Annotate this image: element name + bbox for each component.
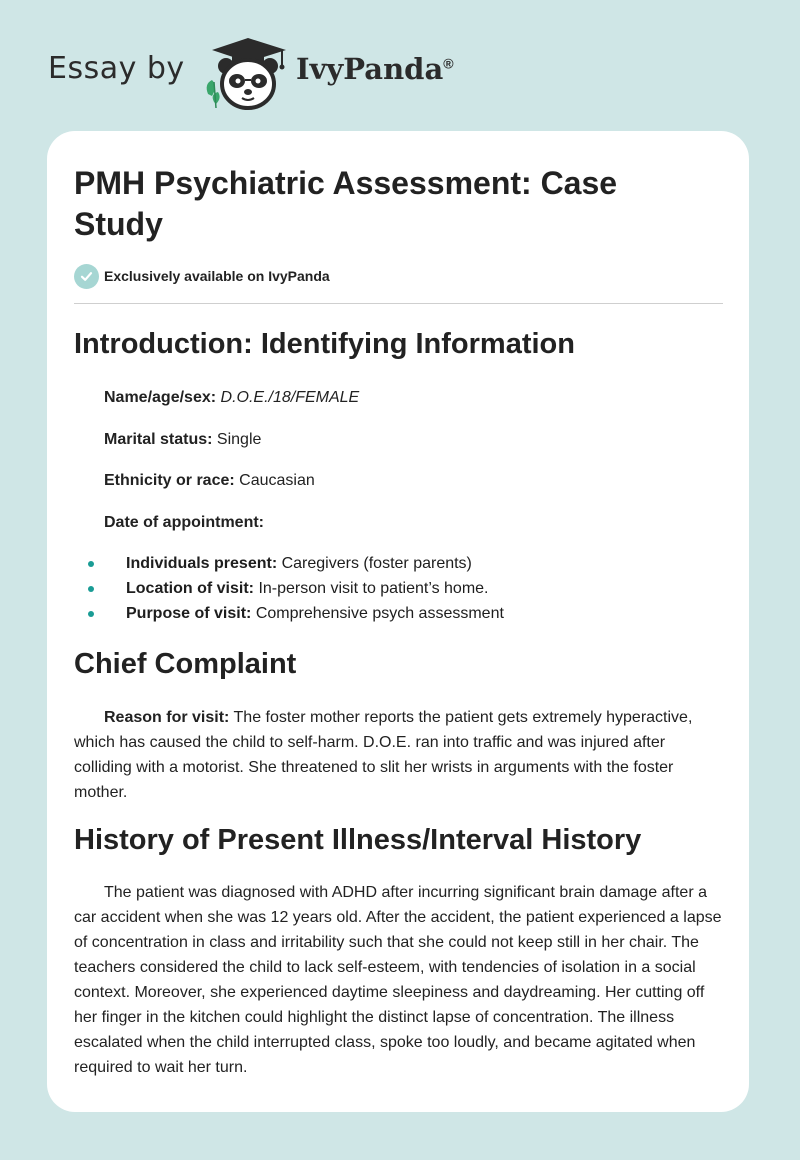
section-heading-history: History of Present Illness/Interval History bbox=[74, 824, 642, 856]
field-label: Marital status: bbox=[104, 431, 213, 448]
field-label: Name/age/sex: bbox=[104, 389, 217, 406]
bullet-icon bbox=[88, 561, 94, 567]
ivypanda-logo-icon[interactable] bbox=[202, 36, 294, 110]
item-label: Location of visit: bbox=[126, 580, 254, 597]
list-item bbox=[74, 601, 504, 626]
section-heading-intro: Introduction: Identifying Information bbox=[74, 328, 575, 360]
brand-name[interactable] bbox=[296, 52, 454, 86]
field-label: Ethnicity or race: bbox=[104, 472, 235, 489]
field-value: D.O.E./18/FEMALE bbox=[220, 389, 360, 406]
field-value: Single bbox=[216, 431, 262, 448]
item-value: Caregivers (foster parents) bbox=[281, 555, 472, 572]
exclusive-badge bbox=[74, 263, 330, 289]
item-value: In-person visit to patient’s home. bbox=[258, 580, 489, 597]
reason-text: The foster mother reports the patient gets extremely hyperactive, which has caused the child to self-harm. D.O.E. ran into traffic and was injured after colliding with a motorist. She threatened to slit her wrists in arguments with the foster mother. bbox=[74, 709, 693, 801]
field-name-age-sex bbox=[104, 388, 359, 408]
section-heading-chief-complaint: Chief Complaint bbox=[74, 648, 297, 680]
reason-label: Reason for visit: bbox=[104, 709, 230, 726]
bullet-icon bbox=[88, 611, 94, 617]
list-item bbox=[74, 551, 504, 576]
field-marital-status bbox=[104, 430, 261, 450]
chief-complaint-paragraph bbox=[74, 705, 724, 805]
field-ethnicity bbox=[104, 471, 315, 491]
field-label: Date of appointment: bbox=[104, 514, 264, 531]
essay-by-label: Essay by bbox=[48, 51, 185, 86]
field-date-of-appointment bbox=[104, 513, 264, 533]
check-icon bbox=[74, 264, 99, 289]
item-label: Purpose of visit: bbox=[126, 605, 252, 622]
divider bbox=[74, 303, 723, 304]
page-title: PMH Psychiatric Assessment: Case Study bbox=[74, 165, 618, 242]
item-value: Comprehensive psych assessment bbox=[255, 605, 504, 622]
brand-text: IvyPanda bbox=[296, 52, 444, 86]
registered-mark: ® bbox=[443, 55, 454, 72]
document-card bbox=[47, 131, 749, 1112]
field-value: Caucasian bbox=[239, 472, 315, 489]
list-item bbox=[74, 576, 504, 601]
visit-details-list bbox=[74, 551, 504, 626]
bullet-icon bbox=[88, 586, 94, 592]
exclusive-text: Exclusively available on IvyPanda bbox=[104, 268, 330, 284]
item-label: Individuals present: bbox=[126, 555, 278, 572]
site-header bbox=[0, 0, 800, 120]
history-paragraph: The patient was diagnosed with ADHD after incurring significant brain damage after a car accident when she was 12 years old. After the accident, the patient experienced a lapse of concentration in class and irritability such that she could not keep still in her chair. The teachers considered the child to lack self-esteem, with tendencies of isolation in a social context. Moreover, she experienced daytime sleepiness and daydreaming. Her cutting off her finger in the kitchen could highlight the distinct lapse of concentration. The illness escalated when the child interrupted class, spoke too loudly, and became agitated when required to wait her turn. bbox=[74, 884, 722, 1076]
